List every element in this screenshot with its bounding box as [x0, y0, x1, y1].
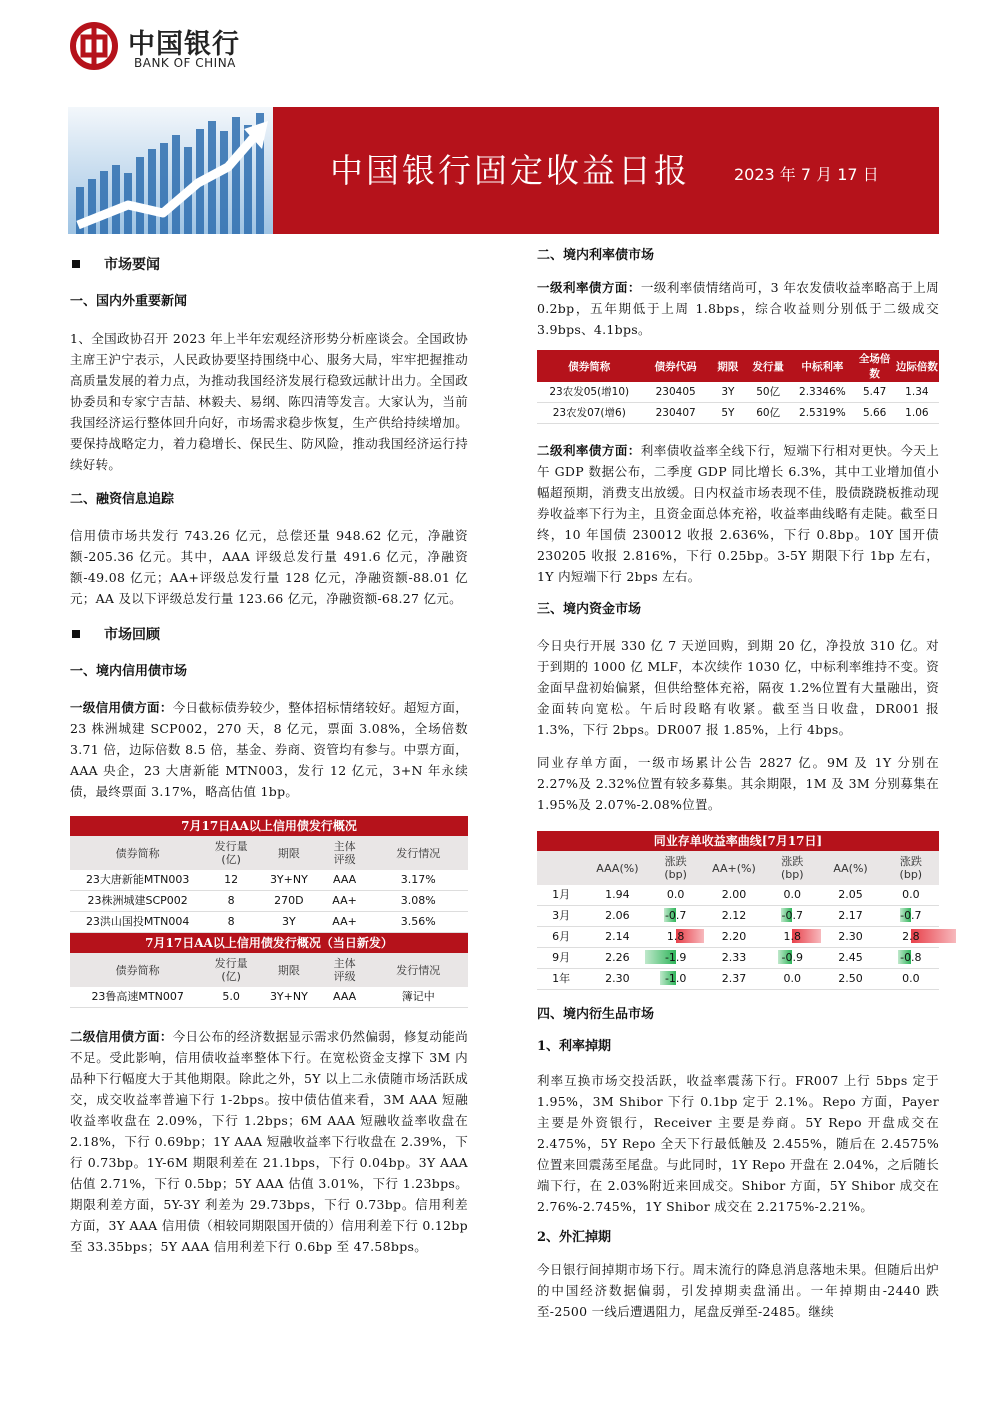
rising-bars-icon — [68, 107, 273, 234]
table-cell: 2.17 — [818, 906, 882, 927]
table-cell: 9月 — [537, 948, 585, 969]
table-cell: 1.94 — [585, 885, 649, 906]
change-value: 1.8 — [783, 930, 801, 943]
table-cell: 5.47 — [855, 382, 895, 403]
table-cell: 5Y — [710, 403, 746, 424]
table-row — [70, 987, 468, 1008]
subheading-financing: 二、融资信息追踪 — [70, 492, 175, 507]
table-cell: 2.5319% — [790, 403, 854, 424]
table-row — [70, 870, 468, 891]
left-column — [70, 245, 468, 1257]
table-cell: 3Y+NY — [257, 870, 321, 891]
table-header-row: 债券简称 发行量 (亿) 期限 主体 评级 发行情况 — [70, 836, 468, 870]
change-cell — [650, 948, 702, 969]
table-cell: AA+ — [321, 912, 369, 933]
table-cell: 23洪山国投MTN004 — [70, 912, 205, 933]
primary-rates-paragraph: 一级利率债方面：一级利率债情绪尚可，3 年农发债收益率略高于上周 0.2bp，五年期低于上周 1.8bps，综合收益则分别低于二级成交 3.9bps、4.1bps。 — [537, 280, 939, 337]
change-value: -0.7 — [664, 909, 687, 922]
subheading-money-market: 三、境内资金市场 — [537, 602, 642, 617]
table-row — [537, 382, 939, 403]
table-cell: 簿记中 — [368, 987, 468, 1008]
ncd-paragraph: 同业存单方面，一级市场累计公告 2827 亿。9M 及 1Y 分别在 2.27%及 2.32%位置有较多募集。其余期限，1M 及 3M 分别募集在 1.95%及 2.07%-2.08%位置。 — [537, 755, 939, 812]
change-value: 0.0 — [902, 972, 920, 985]
table-cell: 3月 — [537, 906, 585, 927]
table-cell: 1年 — [537, 969, 585, 990]
table-cell: 23农发05(增10) — [537, 382, 642, 403]
change-value: -1.9 — [664, 951, 687, 964]
section-heading-news: 市场要闻 — [70, 253, 468, 275]
table-header-row: 债券简称 发行量 (亿) 期限 主体 评级 发行情况 — [70, 953, 468, 987]
fx-swap-paragraph: 今日银行间掉期市场下行。周末流行的降息消息落地未果。但随后出炉的中国经济数据偏弱，引发掉期卖盘涌出。一年掉期由-2440 跌至-2500 一线后遭遇阻力，尾盘反弹至-2485。继续 — [537, 1262, 939, 1319]
table-row — [70, 891, 468, 912]
table-cell: 2.00 — [702, 885, 766, 906]
subheading-derivatives: 四、境内衍生品市场 — [537, 1007, 655, 1022]
change-cell — [766, 885, 818, 906]
table-cell: 8 — [205, 912, 257, 933]
table-cell: 60亿 — [746, 403, 790, 424]
table-row — [70, 912, 468, 933]
table-cell: 270D — [257, 891, 321, 912]
change-value: 0.0 — [783, 888, 801, 901]
table-cell: 23大唐新能MTN003 — [70, 870, 205, 891]
table-cell: AAA — [321, 987, 369, 1008]
table-cell: 23株洲城建SCP002 — [70, 891, 205, 912]
subheading-rates-market: 二、境内利率债市场 — [537, 248, 655, 263]
table-body — [537, 382, 939, 424]
change-value: 2.8 — [902, 930, 920, 943]
table-cell: 1.06 — [895, 403, 939, 424]
subheading-domestic-news: 一、国内外重要新闻 — [70, 294, 188, 309]
banner-chart-image — [68, 107, 273, 234]
change-cell — [650, 906, 702, 927]
change-value: -1.0 — [664, 972, 687, 985]
change-cell — [766, 969, 818, 990]
table-cell: 3Y — [710, 382, 746, 403]
change-value: -0.9 — [781, 951, 803, 964]
change-value: 0.0 — [666, 888, 685, 901]
subheading-fx-swap: 2、外汇掉期 — [537, 1230, 612, 1245]
table-cell: 3.56% — [368, 912, 468, 933]
change-cell — [883, 906, 939, 927]
ncd-yield-curve-table — [537, 831, 939, 990]
secondary-rates-paragraph: 二级利率债方面：利率债收益率全线下行，短端下行相对更快。今天上午 GDP 数据公布，二季度 GDP 同比增长 6.3%，其中工业增加值小幅超预期，消费支出放缓。日内权益市场表现不佳，股债跷跷板推动现券收益率下行为主，且资金面总体充裕，收益率曲线略有走陡。截至日终，10 年国债 230012 收报 2.636%，下行 0.8bp。10Y 国开债 230205 收报 2.816%，下行 0.25bp。3-5Y 期限下行 1bp 左右，1Y 内短端下行 2bps 左右。 — [537, 443, 940, 584]
table-header-row: 债券简称 债券代码 期限 发行量 中标利率 全场倍数 边际倍数 — [537, 350, 939, 382]
table-header-row: AAA(%) 涨跌 (bp) AA+(%) 涨跌 (bp) AA(%) 涨跌 (bp) — [537, 851, 939, 885]
table-cell: AA+ — [321, 891, 369, 912]
table-row — [537, 927, 939, 948]
table-cell: 5.0 — [205, 987, 257, 1008]
table-cell: 23鲁高速MTN007 — [70, 987, 205, 1008]
table-cell: 2.30 — [585, 969, 649, 990]
table-cell: 2.20 — [702, 927, 766, 948]
table-row — [537, 403, 939, 424]
table-body — [70, 870, 468, 933]
table-cell: 3.17% — [368, 870, 468, 891]
change-cell — [650, 885, 702, 906]
bank-logo — [70, 20, 270, 76]
table-title: 7月17日AA以上信用债发行概况（当日新发） — [70, 933, 468, 953]
rate-bond-auction-table — [537, 350, 939, 424]
news-paragraph: 1、全国政协召开 2023 年上半年宏观经济形势分析座谈会。全国政协主席王沪宁表示，人民政协要坚持围绕中心、服务大局，牢牢把握推动高质量发展的着力点，为推动我国经济发展行稳致远献计出力。全国政协委员和专家宁吉喆、林毅夫、易纲、陈四清等发言。大家认为，当前我国经济运行整体回升向好，市场需求稳步恢复，生产供给持续增加。要保持战略定力，着力稳增长、保民生、防风险，推动我国经济运行持续好转。 — [70, 331, 468, 472]
change-value: 0.0 — [902, 888, 920, 901]
table-cell: 23农发07(增6) — [537, 403, 642, 424]
change-value: -0.8 — [900, 951, 922, 964]
table-cell: 3Y+NY — [257, 987, 321, 1008]
report-banner — [68, 107, 939, 234]
table-row — [537, 948, 939, 969]
table-cell: 8 — [205, 891, 257, 912]
table-cell: 2.3346% — [790, 382, 854, 403]
change-cell — [883, 927, 939, 948]
table-body — [537, 885, 939, 990]
table-cell: 1.34 — [895, 382, 939, 403]
section-heading-review: 市场回顾 — [70, 623, 468, 645]
table-cell: 2.06 — [585, 906, 649, 927]
table-row — [537, 969, 939, 990]
logo-chinese-name: 中国银行 — [128, 29, 240, 60]
financing-paragraph: 信用债市场共发行 743.26 亿元，总偿还量 948.62 亿元，净融资额-205.36 亿元。其中，AAA 评级总发行量 491.6 亿元，净融资额-49.08 亿元；AA+评级总发行量 128 亿元，净融资额-88.01 亿元；AA 及以下评级总发行量 123.66 亿元，净融资额-68.27 亿元。 — [70, 528, 468, 606]
change-cell — [650, 927, 702, 948]
primary-credit-paragraph: 一级信用债方面：今日截标债券较少，整体招标情绪较好。超短方面，23 株洲城建 SCP002，270 天，8 亿元，票面 3.08%，全场倍数 3.71 倍，边际倍数 8.5 倍，基金、券商、资管均有参与。中票方面，AAA 央企，23 大唐新能 MTN003，发行 12 亿元，3+N 年永续债，最终票面 3.17%，略高估值 1bp。 — [70, 700, 468, 799]
irs-paragraph: 利率互换市场交投活跃，收益率震荡下行。FR007 上行 5bps 定于 1.95%，3M Shibor 下行 0.1bp 定于 2.1%。Repo 方面，Payer 主要是外资银行，Receiver 主要是券商。5Y Repo 开盘成交在 2.475%，5Y Repo 全天下行最低触及 2.455%，随后在 2.4575% 位置来回震荡至尾盘。与此同时，1Y Repo 开盘在 2.04%，之后随长端下行，在 2.03%附近来回成交。Shibor 方面，5Y Shibor 成交在 2.76%-2.745%，1Y Shibor 成交在 2.2175%-2.21%。 — [537, 1073, 939, 1214]
table-cell: AAA — [321, 870, 369, 891]
change-value: 1.8 — [666, 930, 685, 943]
table-cell: 6月 — [537, 927, 585, 948]
table-cell: 5.66 — [855, 403, 895, 424]
table-cell: 2.45 — [818, 948, 882, 969]
square-bullet-icon — [72, 260, 80, 268]
table-cell: 50亿 — [746, 382, 790, 403]
subheading-credit-market: 一、境内信用债市场 — [70, 664, 188, 679]
table-cell: 3Y — [257, 912, 321, 933]
change-cell — [650, 969, 702, 990]
credit-issuance-table — [70, 816, 468, 1008]
change-value: -0.7 — [781, 909, 803, 922]
secondary-credit-paragraph: 二级信用债方面：今日公布的经济数据显示需求仍然偏弱，修复动能尚不足。受此影响，信用债收益率整体下行。在宽松资金支撑下 3M 内品种下行幅度大于其他期限。除此之外，5Y 以上二永债随市场活跃成交，成交收益率普遍下行 1-2bps。按中债估值来看，3M AAA 短融收益率收盘在 2.09%，下行 1.2bps；6M AAA 短融收益率收盘在 2.18%，下行 0.69bp；1Y AAA 短融收益率下行收盘在 2.39%，下行 0.73bp。1Y-6M 期限利差在 21.1bps，下行 0.04bp。3Y AAA 估值 2.71%，下行 0.5bp；5Y AAA 估值 3.01%，下行 1.23bps。期限利差方面，5Y-3Y 利差为 29.73bps，下行 0.73bp。信用利差方面，3Y AAA 信用债（相较同期限国开债的）信用利差下行 0.12bp 至 33.35bps；5Y AAA 信用利差下行 0.6bp 至 47.58bps。 — [70, 1029, 468, 1254]
table-cell: 2.30 — [818, 927, 882, 948]
table-cell: 2.05 — [818, 885, 882, 906]
change-value: -0.7 — [900, 909, 922, 922]
logo-english-name: BANK OF CHINA — [134, 56, 236, 70]
change-cell — [766, 927, 818, 948]
bank-of-china-logo-icon — [70, 22, 118, 70]
subheading-irs: 1、利率掉期 — [537, 1039, 612, 1054]
table-title: 同业存单收益率曲线[7月17日] — [537, 831, 939, 851]
money-market-paragraph: 今日央行开展 330 亿 7 天逆回购，到期 20 亿，净投放 310 亿。对于到期的 1000 亿 MLF，本次续作 1030 亿，中标利率维持不变。资金面早盘初始偏紧，但供给整体充裕，隔夜 1.2%位置有大量融出，资金面转向宽松。午后时段略有收紧。截至当日收盘，DR001 报 1.3%，下行 2bps。DR007 报 1.85%，上行 4bps。 — [537, 638, 939, 737]
change-cell — [883, 885, 939, 906]
table-body — [70, 987, 468, 1008]
table-cell: 230407 — [642, 403, 710, 424]
table-cell: 2.14 — [585, 927, 649, 948]
table-cell: 2.33 — [702, 948, 766, 969]
table-cell: 1月 — [537, 885, 585, 906]
change-cell — [883, 948, 939, 969]
report-title: 中国银行固定收益日报 — [330, 151, 690, 190]
table-row — [537, 885, 939, 906]
report-date: 2023 年 7 月 17 日 — [734, 165, 879, 184]
table-cell: 2.26 — [585, 948, 649, 969]
table-cell: 2.12 — [702, 906, 766, 927]
change-value: 0.0 — [783, 972, 801, 985]
table-cell: 230405 — [642, 382, 710, 403]
table-cell: 2.50 — [818, 969, 882, 990]
change-cell — [766, 948, 818, 969]
change-cell — [766, 906, 818, 927]
table-title: 7月17日AA以上信用债发行概况 — [70, 816, 468, 836]
change-cell — [883, 969, 939, 990]
table-cell: 12 — [205, 870, 257, 891]
table-row — [537, 906, 939, 927]
table-cell: 2.37 — [702, 969, 766, 990]
right-column — [537, 245, 939, 1322]
square-bullet-icon — [72, 630, 80, 638]
table-cell: 3.08% — [368, 891, 468, 912]
